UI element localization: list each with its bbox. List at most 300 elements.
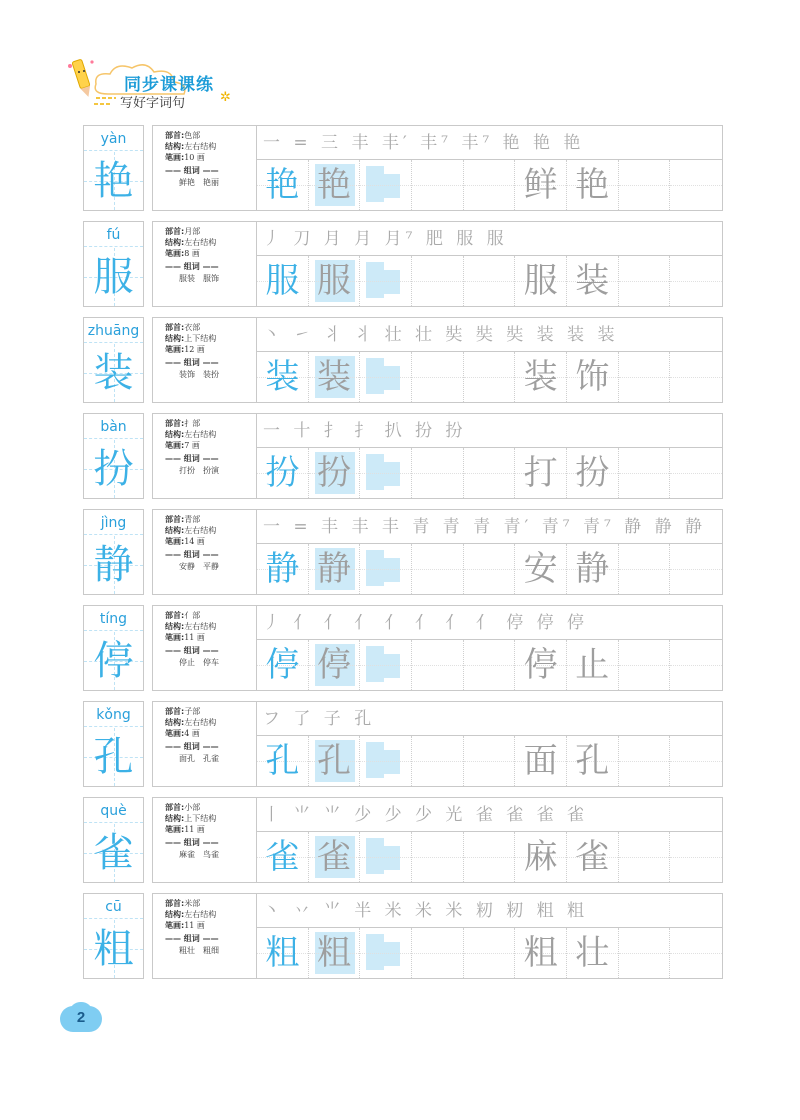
stroke-order: 丶 ㇀ 丬 丬 壮 壮 奘 奘 奘 装 装 装	[257, 318, 722, 352]
character-box	[83, 797, 144, 883]
writing-cell	[309, 736, 361, 786]
writing-grid	[257, 928, 722, 978]
writing-cell[interactable]	[670, 256, 722, 306]
writing-cell	[309, 640, 361, 690]
pinyin: cū	[84, 896, 143, 919]
pinyin: zhuāng	[84, 320, 143, 343]
stroke-count-value: 11 画	[184, 633, 205, 642]
main-character	[84, 248, 143, 306]
radical-value: 月部	[184, 227, 201, 236]
writing-cell[interactable]	[464, 928, 516, 978]
main-character-text: 孔	[93, 734, 134, 780]
character-info	[153, 894, 257, 978]
structure-label: 结构:	[165, 238, 185, 247]
structure-line	[165, 717, 256, 728]
writing-cell[interactable]	[412, 640, 464, 690]
main-character	[84, 632, 143, 690]
writing-cell[interactable]	[670, 544, 722, 594]
structure-value: 左右结构	[184, 430, 217, 439]
practice-box	[152, 509, 723, 595]
character-box	[83, 701, 144, 787]
main-character-text: 装	[93, 350, 134, 396]
structure-value: 左右结构	[184, 622, 217, 631]
writing-cell	[257, 352, 309, 402]
practice-char: 扮	[265, 453, 300, 493]
writing-cell	[515, 448, 567, 498]
practice-char: 艳	[265, 165, 300, 205]
structure-label: 结构:	[165, 718, 185, 727]
practice-char: 雀	[265, 837, 300, 877]
main-character	[84, 728, 143, 786]
main-character-text: 停	[93, 638, 134, 684]
writing-cell	[567, 928, 619, 978]
word-group-values: 麻雀 鸟雀	[179, 850, 219, 859]
writing-cell	[515, 160, 567, 210]
word-trace-char: 饰	[575, 357, 610, 397]
writing-cell[interactable]	[619, 640, 671, 690]
stroke-order: 丿 亻 亻 亻 亻 亻 亻 亻 停 停 停	[257, 606, 722, 640]
stroke-hint-block	[374, 942, 400, 966]
trace-char: 扮	[316, 453, 351, 493]
radical-label: 部首:	[165, 803, 185, 812]
writing-grid	[257, 160, 722, 210]
writing-grid	[257, 448, 722, 498]
character-box	[83, 413, 144, 499]
stroke-count-value: 10 画	[184, 153, 205, 162]
structure-label: 结构:	[165, 622, 185, 631]
practice-char: 粗	[265, 933, 300, 973]
writing-cell	[567, 256, 619, 306]
writing-cell	[257, 928, 309, 978]
practice-char: 服	[265, 261, 300, 301]
writing-cell	[515, 256, 567, 306]
writing-cell[interactable]	[360, 256, 412, 306]
character-info	[153, 606, 257, 690]
writing-cell	[515, 640, 567, 690]
writing-cell[interactable]	[360, 640, 412, 690]
structure-value: 左右结构	[184, 910, 217, 919]
character-box	[83, 317, 144, 403]
stroke-count-label: 笔画:	[165, 345, 185, 354]
writing-cell	[257, 448, 309, 498]
writing-cell[interactable]	[360, 928, 412, 978]
structure-line	[165, 333, 256, 344]
character-row	[83, 413, 723, 501]
writing-cell[interactable]	[619, 448, 671, 498]
writing-cell[interactable]	[412, 928, 464, 978]
stroke-order: 一 = 三 丰 丰′ 丰⁷ 丰⁷ 艳 艳 艳	[257, 126, 722, 160]
writing-cell[interactable]	[670, 832, 722, 882]
writing-cell[interactable]	[670, 928, 722, 978]
writing-cell[interactable]	[464, 640, 516, 690]
trace-char: 雀	[316, 837, 351, 877]
stroke-hint-block	[374, 846, 400, 870]
stroke-count-line	[165, 920, 256, 931]
structure-line	[165, 813, 256, 824]
word-trace-char: 止	[575, 645, 610, 685]
writing-cell[interactable]	[464, 736, 516, 786]
radical-label: 部首:	[165, 131, 185, 140]
page-subtitle: 写好字词句	[120, 96, 186, 111]
stroke-count-label: 笔画:	[165, 441, 185, 450]
practice-box	[152, 605, 723, 691]
writing-cell	[309, 928, 361, 978]
word-trace-char: 面	[523, 741, 558, 781]
radical-line	[165, 802, 256, 813]
radical-value: 子部	[184, 707, 201, 716]
writing-cell[interactable]	[412, 736, 464, 786]
main-character-text: 服	[93, 254, 134, 300]
trace-char: 服	[316, 261, 351, 301]
writing-cell	[257, 160, 309, 210]
stroke-hint-block	[374, 366, 400, 390]
pinyin: tíng	[84, 608, 143, 631]
radical-value: 亻部	[184, 611, 201, 620]
radical-value: 米部	[184, 899, 201, 908]
trace-char: 装	[316, 357, 351, 397]
writing-cell[interactable]	[360, 160, 412, 210]
structure-line	[165, 909, 256, 920]
structure-label: 结构:	[165, 142, 185, 151]
writing-cell[interactable]	[619, 160, 671, 210]
writing-cell[interactable]	[619, 352, 671, 402]
character-box	[83, 125, 144, 211]
writing-cell	[257, 256, 309, 306]
page-number-badge	[60, 1004, 104, 1032]
writing-cell	[309, 544, 361, 594]
stroke-order: 丨 ⺌ ⺌ 少 少 少 光 雀 雀 雀 雀	[257, 798, 722, 832]
character-row	[83, 509, 723, 597]
pinyin: kǒng	[84, 704, 143, 727]
structure-value: 上下结构	[184, 814, 217, 823]
writing-cell[interactable]	[412, 160, 464, 210]
practice-char: 孔	[265, 741, 300, 781]
word-group-values: 鲜艳 艳丽	[179, 178, 219, 187]
writing-cell	[567, 352, 619, 402]
radical-line	[165, 610, 256, 621]
practice-box	[152, 413, 723, 499]
main-character	[84, 824, 143, 882]
structure-value: 上下结构	[184, 334, 217, 343]
writing-grid	[257, 352, 722, 402]
writing-cell[interactable]	[670, 352, 722, 402]
main-character	[84, 152, 143, 210]
structure-line	[165, 237, 256, 248]
radical-label: 部首:	[165, 899, 185, 908]
structure-line	[165, 429, 256, 440]
word-group-label: —— 组词 ——	[165, 262, 219, 271]
radical-line	[165, 418, 256, 429]
word-group-label: —— 组词 ——	[165, 934, 219, 943]
writing-cell[interactable]	[464, 160, 516, 210]
stroke-count-line	[165, 152, 256, 163]
character-row	[83, 701, 723, 789]
word-group-values: 安静 平静	[179, 562, 219, 571]
stroke-count-line	[165, 344, 256, 355]
word-group-values: 打扮 扮演	[179, 466, 219, 475]
sparkle-icon: ✲	[220, 90, 231, 105]
writing-cell	[257, 736, 309, 786]
stroke-count-value: 7 画	[184, 441, 200, 450]
writing-cell[interactable]	[360, 736, 412, 786]
writing-cell[interactable]	[619, 736, 671, 786]
word-group-label: —— 组词 ——	[165, 550, 219, 559]
structure-label: 结构:	[165, 910, 185, 919]
writing-cell	[567, 544, 619, 594]
radical-value: 衣部	[184, 323, 201, 332]
writing-grid	[257, 832, 722, 882]
word-trace-char: 服	[523, 261, 558, 301]
radical-value: 扌部	[184, 419, 201, 428]
radical-label: 部首:	[165, 611, 185, 620]
radical-label: 部首:	[165, 227, 185, 236]
word-group-values: 面孔 孔雀	[179, 754, 219, 763]
stroke-count-line	[165, 824, 256, 835]
word-trace-char: 壮	[575, 933, 610, 973]
stroke-count-label: 笔画:	[165, 825, 185, 834]
main-character-text: 雀	[93, 830, 134, 876]
stroke-count-value: 8 画	[184, 249, 200, 258]
word-trace-char: 静	[575, 549, 610, 589]
writing-cell	[515, 352, 567, 402]
character-row	[83, 125, 723, 213]
practice-box	[152, 125, 723, 211]
trace-char: 孔	[316, 741, 351, 781]
radical-value: 青部	[184, 515, 201, 524]
structure-value: 左右结构	[184, 718, 217, 727]
writing-cell[interactable]	[360, 352, 412, 402]
writing-cell	[567, 640, 619, 690]
stroke-count-label: 笔画:	[165, 249, 185, 258]
main-character	[84, 440, 143, 498]
writing-cell[interactable]	[670, 448, 722, 498]
word-group-label: —— 组词 ——	[165, 646, 219, 655]
practice-box	[152, 797, 723, 883]
page-title: 同步课课练	[124, 75, 214, 95]
character-box	[83, 893, 144, 979]
stroke-count-value: 4 画	[184, 729, 200, 738]
writing-cell[interactable]	[464, 832, 516, 882]
word-group-label: —— 组词 ——	[165, 166, 219, 175]
trace-char: 粗	[316, 933, 351, 973]
page-header	[60, 54, 280, 110]
practice-char: 停	[265, 645, 300, 685]
word-trace-char: 打	[523, 453, 558, 493]
practice-box	[152, 221, 723, 307]
writing-grid	[257, 544, 722, 594]
writing-cell	[515, 544, 567, 594]
writing-cell	[515, 736, 567, 786]
radical-line	[165, 898, 256, 909]
word-group-values: 停止 停车	[179, 658, 219, 667]
writing-cell[interactable]	[464, 352, 516, 402]
main-character	[84, 536, 143, 594]
stroke-count-line	[165, 248, 256, 259]
stroke-count-label: 笔画:	[165, 729, 185, 738]
writing-cell[interactable]	[619, 832, 671, 882]
stroke-order: 一 十 扌 扌 扒 扮 扮	[257, 414, 722, 448]
word-trace-char: 艳	[575, 165, 610, 205]
word-trace-char: 鲜	[523, 165, 558, 205]
word-trace-char: 安	[523, 549, 558, 589]
structure-line	[165, 525, 256, 536]
stroke-order: 丿 刀 月 月 月⁷ 肥 服 服	[257, 222, 722, 256]
dash-lines-icon	[94, 94, 118, 108]
word-trace-char: 雀	[575, 837, 610, 877]
main-character-text: 艳	[93, 158, 134, 204]
radical-line	[165, 322, 256, 333]
writing-cell[interactable]	[412, 832, 464, 882]
character-row	[83, 893, 723, 981]
writing-cell[interactable]	[464, 256, 516, 306]
stroke-count-line	[165, 632, 256, 643]
main-character	[84, 344, 143, 402]
stroke-order: 一 = 丰 丰 丰 青 青 青 青′ 青⁷ 青⁷ 静 静 静	[257, 510, 722, 544]
stroke-hint-block	[374, 270, 400, 294]
writing-cell	[257, 640, 309, 690]
practice-char: 静	[265, 549, 300, 589]
writing-cell	[567, 448, 619, 498]
writing-cell	[309, 352, 361, 402]
word-group-label: —— 组词 ——	[165, 358, 219, 367]
radical-label: 部首:	[165, 707, 185, 716]
word-trace-char: 扮	[575, 453, 610, 493]
stroke-count-value: 11 画	[184, 825, 205, 834]
writing-cell	[257, 832, 309, 882]
character-row	[83, 605, 723, 693]
stroke-order: 丶 丷 ⺌ 半 米 米 米 籾 籾 粗 粗	[257, 894, 722, 928]
main-character-text: 扮	[93, 446, 134, 492]
stroke-count-label: 笔画:	[165, 633, 185, 642]
pinyin: bàn	[84, 416, 143, 439]
writing-cell	[515, 832, 567, 882]
writing-cell	[567, 832, 619, 882]
word-group-label: —— 组词 ——	[165, 742, 219, 751]
practice-box	[152, 893, 723, 979]
writing-cell[interactable]	[670, 640, 722, 690]
stroke-count-line	[165, 440, 256, 451]
writing-cell[interactable]	[412, 544, 464, 594]
structure-label: 结构:	[165, 526, 185, 535]
stroke-hint-block	[374, 654, 400, 678]
writing-cell[interactable]	[619, 544, 671, 594]
structure-label: 结构:	[165, 814, 185, 823]
radical-line	[165, 226, 256, 237]
structure-label: 结构:	[165, 430, 185, 439]
writing-cell	[309, 256, 361, 306]
practice-box	[152, 317, 723, 403]
writing-cell[interactable]	[670, 736, 722, 786]
character-info	[153, 702, 257, 786]
character-box	[83, 221, 144, 307]
writing-cell	[515, 928, 567, 978]
writing-cell[interactable]	[619, 256, 671, 306]
writing-grid	[257, 640, 722, 690]
stroke-count-label: 笔画:	[165, 921, 185, 930]
writing-cell	[309, 832, 361, 882]
pinyin: fú	[84, 224, 143, 247]
trace-char: 停	[316, 645, 351, 685]
stroke-count-label: 笔画:	[165, 537, 185, 546]
word-group-values: 装饰 装扮	[179, 370, 219, 379]
word-trace-char: 麻	[523, 837, 558, 877]
character-info	[153, 414, 257, 498]
main-character	[84, 920, 143, 978]
radical-value: 色部	[184, 131, 201, 140]
character-info	[153, 222, 257, 306]
writing-cell	[257, 544, 309, 594]
stroke-count-line	[165, 728, 256, 739]
word-trace-char: 孔	[575, 741, 610, 781]
stroke-count-label: 笔画:	[165, 153, 185, 162]
writing-cell[interactable]	[619, 928, 671, 978]
writing-grid	[257, 256, 722, 306]
character-row	[83, 797, 723, 885]
writing-cell[interactable]	[412, 448, 464, 498]
word-group-values: 粗壮 粗细	[179, 946, 219, 955]
writing-cell[interactable]	[670, 160, 722, 210]
structure-value: 左右结构	[184, 142, 217, 151]
structure-line	[165, 621, 256, 632]
stroke-count-value: 11 画	[184, 921, 205, 930]
writing-cell[interactable]	[412, 352, 464, 402]
word-trace-char: 粗	[523, 933, 558, 973]
stroke-order: フ 了 子 孔	[257, 702, 722, 736]
radical-line	[165, 706, 256, 717]
main-character-text: 粗	[93, 926, 134, 972]
radical-value: 小部	[184, 803, 201, 812]
trace-char: 艳	[316, 165, 351, 205]
writing-grid	[257, 736, 722, 786]
character-box	[83, 605, 144, 691]
writing-cell[interactable]	[360, 544, 412, 594]
radical-label: 部首:	[165, 419, 185, 428]
structure-value: 左右结构	[184, 238, 217, 247]
word-trace-char: 装	[575, 261, 610, 301]
trace-char: 静	[316, 549, 351, 589]
character-info	[153, 510, 257, 594]
practice-char: 装	[265, 357, 300, 397]
writing-cell[interactable]	[412, 256, 464, 306]
character-row	[83, 221, 723, 309]
character-row	[83, 317, 723, 405]
structure-value: 左右结构	[184, 526, 217, 535]
structure-line	[165, 141, 256, 152]
structure-label: 结构:	[165, 334, 185, 343]
radical-line	[165, 514, 256, 525]
pinyin: què	[84, 800, 143, 823]
page-number: 2	[76, 1009, 86, 1026]
character-practice-list	[83, 125, 723, 989]
word-trace-char: 装	[523, 357, 558, 397]
writing-cell	[567, 160, 619, 210]
writing-cell	[309, 160, 361, 210]
stroke-count-value: 14 画	[184, 537, 205, 546]
stroke-hint-block	[374, 462, 400, 486]
writing-cell[interactable]	[360, 448, 412, 498]
practice-box	[152, 701, 723, 787]
writing-cell[interactable]	[464, 544, 516, 594]
writing-cell[interactable]	[464, 448, 516, 498]
writing-cell[interactable]	[360, 832, 412, 882]
radical-label: 部首:	[165, 515, 185, 524]
character-box	[83, 509, 144, 595]
stroke-count-value: 12 画	[184, 345, 205, 354]
pinyin: yàn	[84, 128, 143, 151]
stroke-hint-block	[374, 558, 400, 582]
stroke-hint-block	[374, 750, 400, 774]
word-group-label: —— 组词 ——	[165, 838, 219, 847]
